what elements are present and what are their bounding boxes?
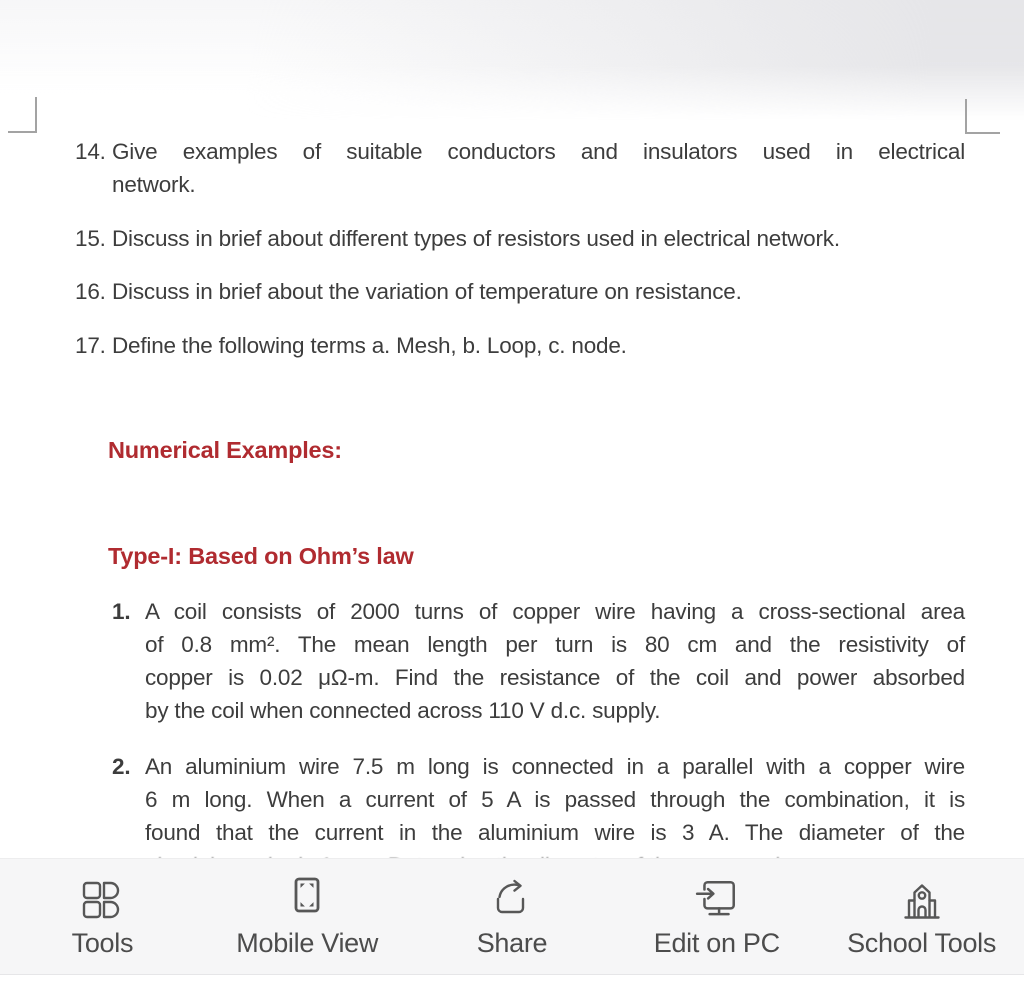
question-15 — [75, 222, 965, 255]
question-14 — [75, 135, 965, 201]
toolbar-item-mobile-view[interactable] — [205, 859, 410, 974]
toolbar-label: Tools — [71, 928, 134, 958]
edit-on-pc-icon — [691, 874, 743, 926]
heading-type1-ohms-law: Type-I: Based on Ohm’s law — [108, 543, 414, 569]
heading-numerical-examples: Numerical Examples: — [108, 437, 342, 463]
toolbar-item-school-tools[interactable] — [819, 859, 1024, 974]
example-number: 2. — [112, 754, 131, 779]
share-arrow-icon — [487, 874, 537, 926]
toolbar-label: Edit on PC — [653, 928, 780, 958]
example-text: A coil consists of 2000 turns of copper wire having a cross-sectional area of 0.8 mm². The mean length per turn is 80 cm and the resistivity of copper is 0.02 μΩ-m. Find the resistance of the coil and power absorbed by the coil when connected across 110 V d.c. supply. — [145, 599, 965, 723]
bottom-toolbar — [0, 858, 1024, 974]
mobile-view-icon — [283, 874, 331, 926]
toolbar-label: Mobile View — [236, 928, 379, 958]
question-text: Define the following terms a. Mesh, b. Loop, c. node. — [112, 333, 627, 358]
page-corner-mark-left — [8, 97, 37, 133]
question-17 — [75, 329, 965, 362]
document-page — [75, 0, 965, 858]
toolbar-label: School Tools — [847, 928, 997, 958]
example-2 — [112, 750, 965, 849]
toolbar-item-share[interactable] — [410, 859, 615, 974]
question-number: 16. — [75, 279, 106, 304]
clipped-text-line — [145, 849, 965, 858]
school-tools-icon — [897, 874, 947, 926]
tools-grid-icon — [77, 874, 127, 926]
example-text: An aluminium wire 7.5 m long is connected in a parallel with a copper wire 6 m long. When a current of 5 A is passed through the combination, it is found that the current in the aluminium wire is 3 A. The diameter of the — [145, 754, 965, 845]
question-text: Discuss in brief about the variation of temperature on resistance. — [112, 279, 742, 304]
page-corner-mark-right — [965, 99, 1000, 134]
toolbar-item-tools[interactable] — [0, 859, 205, 974]
question-text: Discuss in brief about different types of resistors used in electrical network. — [112, 226, 840, 251]
example-number-spacer — [112, 849, 145, 858]
question-number: 14. — [75, 139, 106, 164]
toolbar-label: Share — [476, 928, 548, 958]
toolbar-item-edit-on-pc[interactable] — [614, 859, 819, 974]
question-number: 15. — [75, 226, 106, 251]
question-16 — [75, 275, 965, 308]
example-2-clipped-row — [112, 849, 965, 858]
below-toolbar-strip — [0, 974, 1024, 1005]
example-1 — [112, 595, 965, 727]
example-number: 1. — [112, 599, 131, 624]
question-number: 17. — [75, 333, 106, 358]
question-text: Give examples of suitable conductors and insulators used in electrical network. — [112, 139, 965, 197]
